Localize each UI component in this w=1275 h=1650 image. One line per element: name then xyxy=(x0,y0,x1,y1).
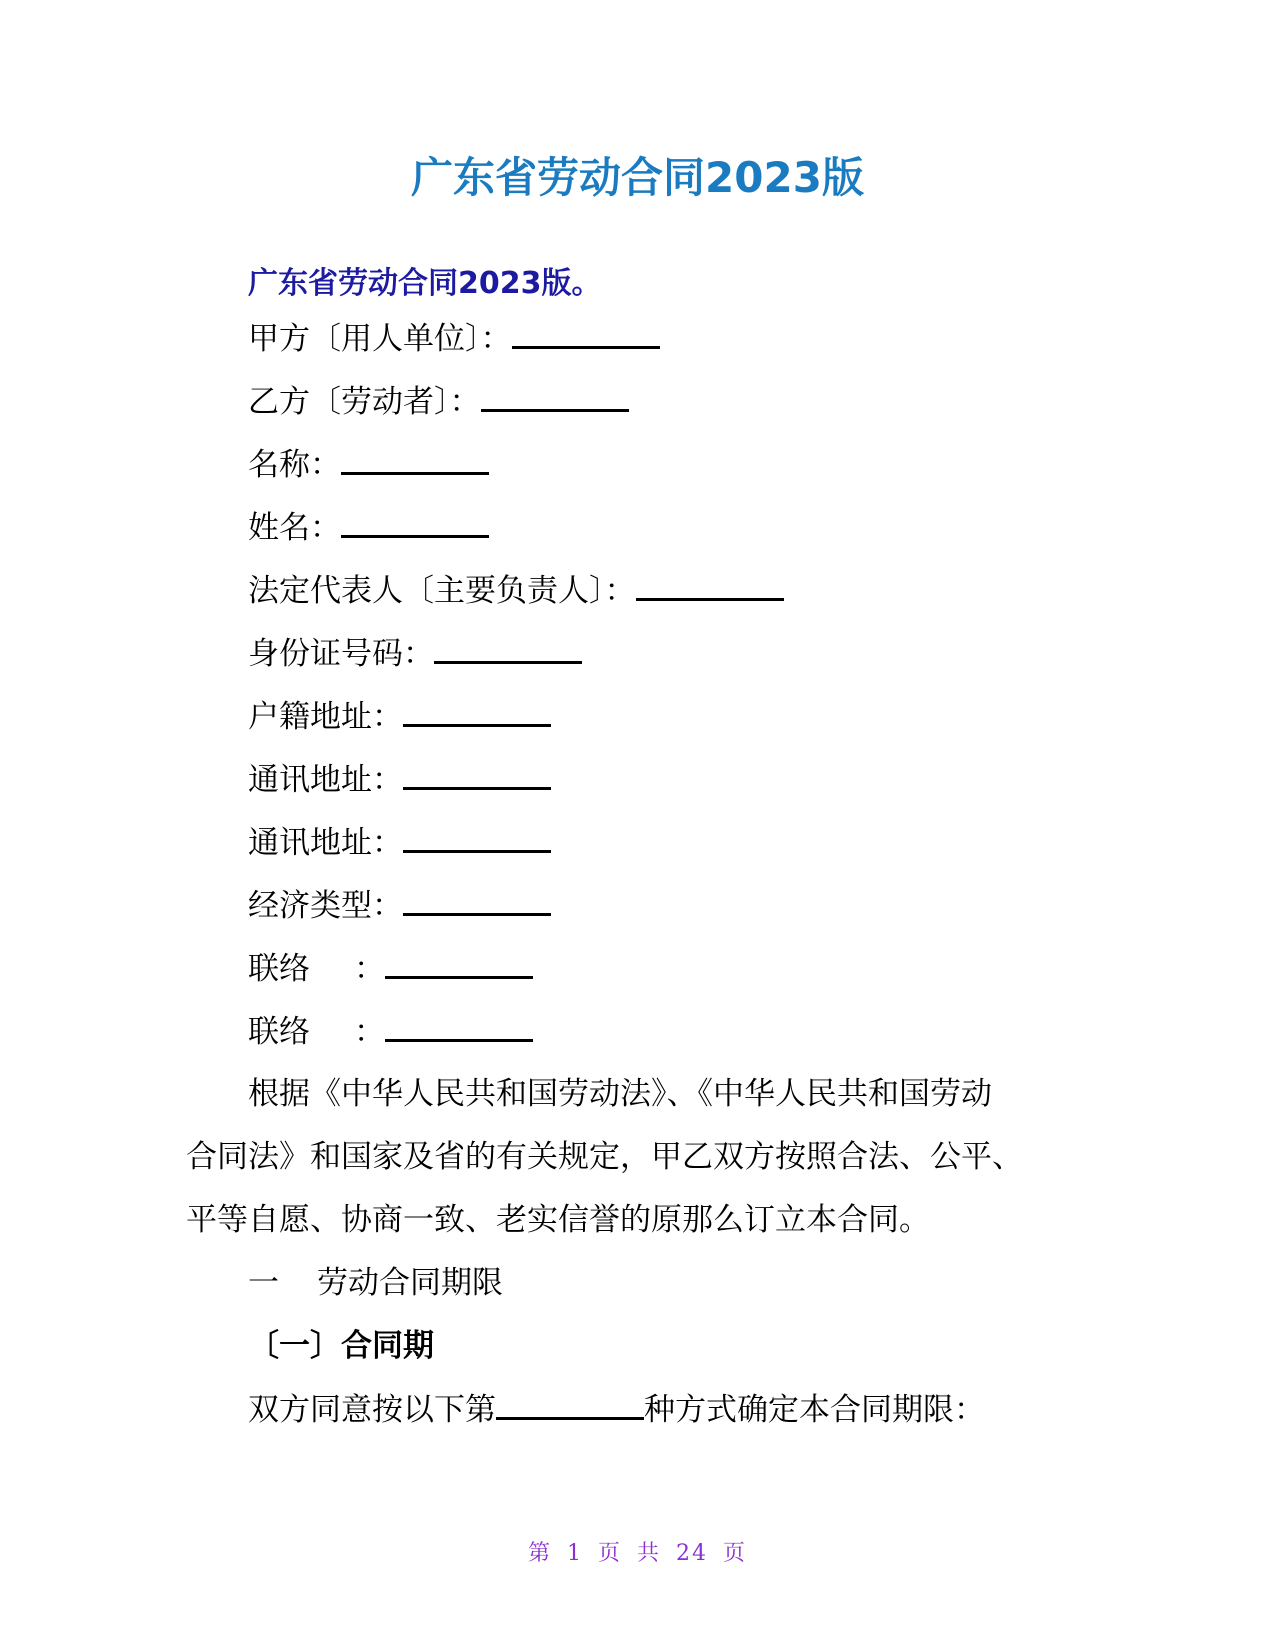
field-id-number xyxy=(248,631,582,676)
field-economic-type xyxy=(248,883,551,928)
document-title: 广东省劳动合同2023版 xyxy=(411,153,864,202)
fill-in-blank xyxy=(341,505,489,538)
intro-paragraph-line-2: 合同法》和国家及省的有关规定，甲乙双方按照合法、公平、 xyxy=(186,1139,1023,1175)
intro-paragraph-line-1: 根据《中华人民共和国劳动法》、《中华人民共和国劳动 xyxy=(248,1076,992,1112)
fill-in-blank xyxy=(636,568,784,601)
field-name-person xyxy=(248,505,489,550)
field-label: 姓名： xyxy=(248,510,341,546)
field-label: 户籍地址： xyxy=(248,699,403,735)
intro-paragraph-line-3: 平等自愿、协商一致、老实信誉的原那么订立本合同。 xyxy=(186,1202,930,1238)
field-label: 甲方〔用人单位〕： xyxy=(248,321,512,357)
fill-in-blank xyxy=(434,631,582,664)
fill-in-blank xyxy=(481,379,629,412)
fill-in-blank xyxy=(403,820,551,853)
field-label: 联络 xyxy=(248,951,310,987)
field-party-a xyxy=(248,316,660,361)
fill-in-blank xyxy=(403,694,551,727)
field-label: 名称： xyxy=(248,447,341,483)
field-label-colon: ： xyxy=(354,951,385,987)
field-label-colon: ： xyxy=(354,1014,385,1050)
fill-in-blank xyxy=(403,883,551,916)
page-number-footer: 第 1 页 共 24 页 xyxy=(528,1541,747,1566)
agreement-line xyxy=(248,1387,985,1432)
field-mailing-address-person xyxy=(248,820,551,865)
fill-in-blank xyxy=(512,316,660,349)
fill-in-blank xyxy=(341,442,489,475)
field-label: 法定代表人〔主要负责人〕： xyxy=(248,573,636,609)
field-party-b xyxy=(248,379,629,424)
field-contact-person xyxy=(248,1009,533,1054)
fill-in-blank xyxy=(496,1387,644,1420)
section-title: 劳动合同期限 xyxy=(317,1265,503,1301)
field-household-address xyxy=(248,694,551,739)
field-mailing-address-company xyxy=(248,757,551,802)
field-legal-representative xyxy=(248,568,784,613)
subsection-heading-contract-term: 〔一〕合同期 xyxy=(248,1328,434,1364)
fill-in-blank xyxy=(403,757,551,790)
agreement-text-after: 种方式确定本合同期限： xyxy=(644,1392,985,1428)
field-label: 联络 xyxy=(248,1014,310,1050)
field-label: 乙方〔劳动者〕： xyxy=(248,384,481,420)
section-heading-one xyxy=(248,1261,503,1305)
document-subtitle: 广东省劳动合同2023版。 xyxy=(248,266,602,301)
field-contact-company xyxy=(248,946,533,991)
field-label: 通讯地址： xyxy=(248,762,403,798)
field-label: 经济类型： xyxy=(248,888,403,924)
agreement-text-before: 双方同意按以下第 xyxy=(248,1392,496,1428)
fill-in-blank xyxy=(385,1009,533,1042)
section-number: 一 xyxy=(248,1265,279,1301)
field-name-company xyxy=(248,442,489,487)
fill-in-blank xyxy=(385,946,533,979)
field-label: 身份证号码： xyxy=(248,636,434,672)
field-label: 通讯地址： xyxy=(248,825,403,861)
